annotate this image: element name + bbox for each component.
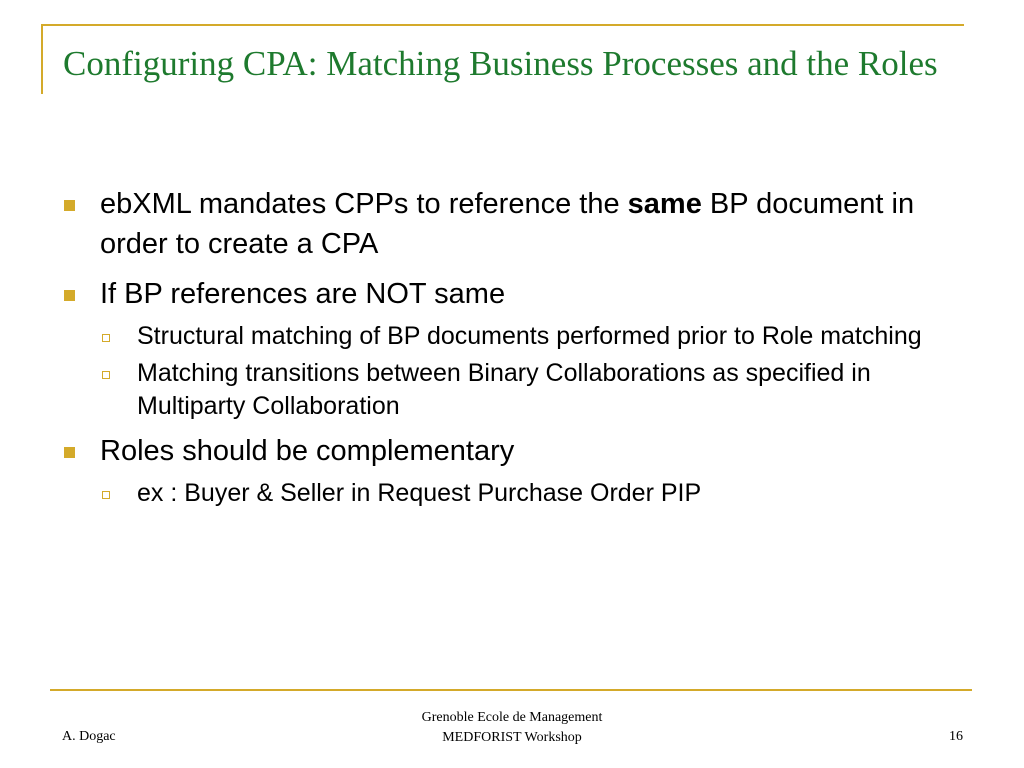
bullet-1-text-after: BP document in order to create a CPA	[100, 188, 915, 260]
bullet-1-text-before: ebXML mandates CPPs to reference the	[100, 188, 628, 220]
sub-bullet-item-3-1	[100, 477, 962, 510]
bullet-item-2	[62, 274, 962, 314]
sub-bullet-3-1-text: ex : Buyer & Seller in Request Purchase Order PIP	[137, 479, 702, 507]
slide-body	[62, 184, 962, 518]
hollow-square-bullet-icon	[102, 491, 110, 499]
hollow-square-bullet-icon	[102, 334, 110, 342]
bullet-1-text-bold: same	[627, 188, 702, 220]
sub-bullet-item-2-2	[100, 357, 962, 423]
footer-rule	[50, 689, 972, 691]
slide-title: Configuring CPA: Matching Business Processes and the Roles	[63, 44, 938, 83]
square-bullet-icon	[64, 290, 75, 301]
sub-bullet-2-2-text: Matching transitions between Binary Collaborations as specified in Multiparty Collaboration	[137, 359, 871, 420]
sub-bullet-item-2-1	[100, 320, 962, 353]
title-frame-left-rule	[41, 24, 43, 94]
bullet-3-text: Roles should be complementary	[100, 435, 515, 467]
footer-center-line-2: MEDFORIST Workshop	[442, 730, 582, 745]
square-bullet-icon	[64, 447, 75, 458]
title-frame-top-rule	[41, 24, 964, 26]
sub-bullet-2-1-text: Structural matching of BP documents performed prior to Role matching	[137, 322, 922, 350]
footer-page-number: 16	[949, 729, 963, 744]
square-bullet-icon	[64, 200, 75, 211]
footer-center-text	[362, 708, 662, 748]
hollow-square-bullet-icon	[102, 371, 110, 379]
footer-center-line-1: Grenoble Ecole de Management	[421, 710, 603, 725]
bullet-2-text: If BP references are NOT same	[100, 278, 506, 310]
bullet-item-1	[62, 184, 962, 264]
footer-author: A. Dogac	[62, 729, 116, 744]
bullet-item-3	[62, 431, 962, 471]
